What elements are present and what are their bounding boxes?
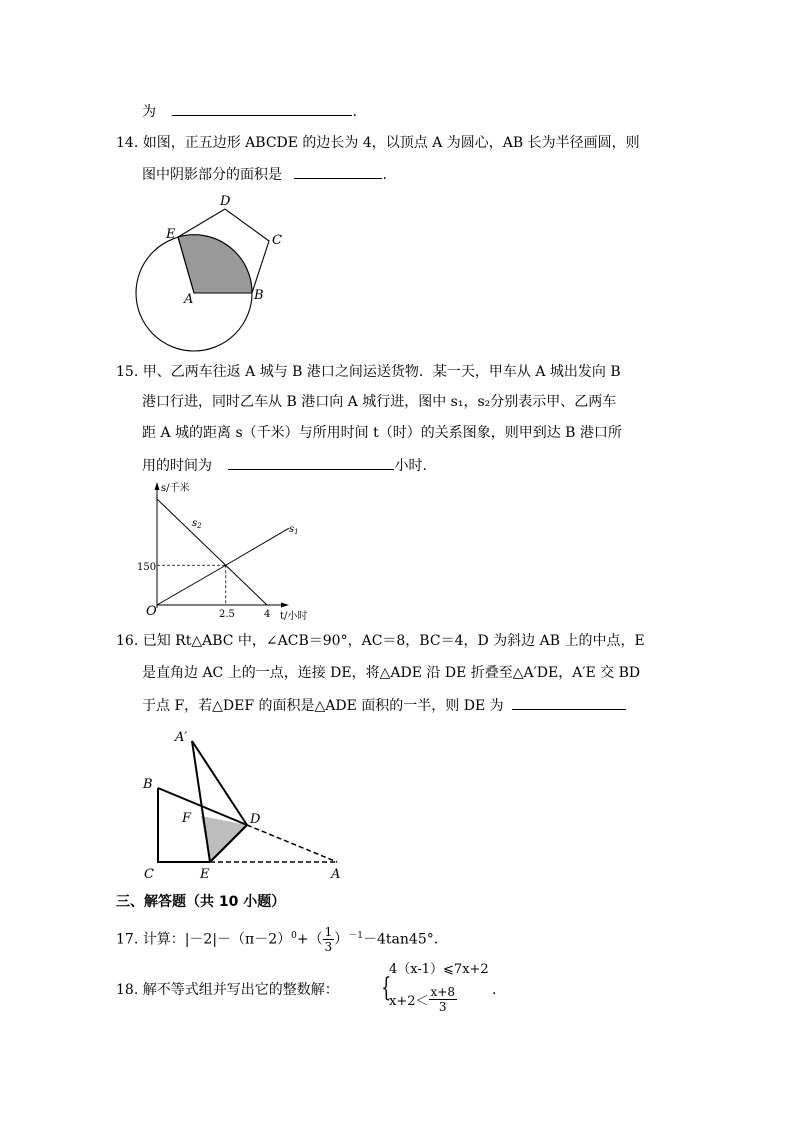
q17-exp-0: 0 xyxy=(291,930,297,941)
q18-ineq-2 xyxy=(389,987,457,1016)
q14-number: 14. xyxy=(116,135,139,151)
q18-ineq-1: 4（x-1）⩽7x+2 xyxy=(389,962,489,977)
q15-text-1: 甲、乙两车往返 A 城与 B 港口之间运送货物．某一天，甲车从 A 城出发向 B xyxy=(142,364,621,380)
section-3-title: 三、解答题（共 10 小题） xyxy=(116,894,286,910)
q15-text-2: 港口行进，同时乙车从 B 港口向 A 城行进，图中 s₁，s₂分别表示甲、乙两车 xyxy=(142,394,617,410)
q16-label-b: B xyxy=(143,777,153,792)
q15-text-3: 距 A 城的距离 s（千米）与所用时间 t（时）的关系图象，则甲到达 B 港口所 xyxy=(142,425,622,441)
q15-y-label: s/千米 xyxy=(161,483,190,494)
q14-text-2: 图中阴影部分的面积是 xyxy=(142,167,282,183)
q15-text-4-suffix: 小时. xyxy=(394,458,427,474)
q14-label-e: E xyxy=(166,227,176,242)
q15-x-label: t/小时 xyxy=(280,611,308,622)
q16-dashed-da xyxy=(247,825,337,862)
q16-text-2: 是直角边 AC 上的一点，连接 DE，将△ADE 沿 DE 折叠至△A′DE，A′E 交 BD xyxy=(142,665,641,681)
q16-text-3: 于点 F，若△DEF 的面积是△ADE 面积的一半，则 DE 为 xyxy=(142,698,504,714)
q16-segment-a1d xyxy=(192,741,247,825)
q18-ineq-2-fraction xyxy=(429,985,457,1014)
q16-label-a: A xyxy=(331,867,341,882)
q15-text-4: 用的时间为 xyxy=(142,458,212,474)
q13-suffix: . xyxy=(352,104,357,120)
q18-text: 解不等式组并写出它的整数解： xyxy=(142,982,339,998)
q17-exp-neg1: －1 xyxy=(348,930,364,941)
q18-line xyxy=(116,980,339,1000)
q16-label-d: D xyxy=(250,812,261,827)
q16-label-c: C xyxy=(144,867,154,882)
q17-frac-den: 3 xyxy=(324,940,333,954)
q14-label-b: B xyxy=(254,288,264,303)
q16-label-a-prime: A′ xyxy=(175,730,188,745)
q18-suffix: . xyxy=(492,982,497,998)
q14-suffix: . xyxy=(382,167,387,183)
q14-label-a: A xyxy=(184,292,194,307)
q18-ineq-2-num: x+8 xyxy=(430,985,455,999)
q16-text-1: 已知 Rt△ABC 中，∠ACB＝90°，AC＝8，BC＝4，D 为斜边 AB 上的中点，E xyxy=(142,633,645,649)
q17-text-1: 计算：|－2|－（π－2） xyxy=(142,931,292,948)
q17-text-4: －4tan45°． xyxy=(363,931,448,948)
q15-x-tick-4: 4 xyxy=(264,609,271,620)
q16-label-e: E xyxy=(200,867,210,882)
q15-s1-label: $s_1$ xyxy=(289,524,299,536)
q18-number: 18. xyxy=(116,982,139,998)
q18-brace: { xyxy=(381,973,392,1003)
q14-label-d: D xyxy=(220,194,231,209)
q17-text-3: ） xyxy=(334,931,349,948)
q15-s2-label: $s_2$ xyxy=(192,518,202,530)
q17-text-2: +（ xyxy=(296,931,323,948)
q15-number: 15. xyxy=(116,364,139,380)
q15-y-tick-150: 150 xyxy=(137,562,157,573)
q15-origin-label: O xyxy=(146,604,157,619)
q16-number: 16. xyxy=(116,633,139,649)
q18-ineq-2-left: x+2＜ xyxy=(389,994,429,1009)
q18-ineq-2-den: 3 xyxy=(438,1000,447,1014)
q16-segment-a1e xyxy=(192,741,210,862)
q14-label-c: C xyxy=(272,233,282,248)
q13-prefix: 为 xyxy=(142,104,156,120)
q14-text-1: 如图，正五边形 ABCDE 的边长为 4，以顶点 A 为圆心，AB 长为半径画圆，则 xyxy=(142,135,640,151)
q15-x-tick-2-5: 2.5 xyxy=(219,609,235,620)
q16-label-f: F xyxy=(182,811,192,826)
q17-fraction xyxy=(323,925,335,954)
q17-line xyxy=(116,925,448,954)
q17-frac-num: 1 xyxy=(324,925,333,939)
q17-number: 17. xyxy=(116,931,139,948)
